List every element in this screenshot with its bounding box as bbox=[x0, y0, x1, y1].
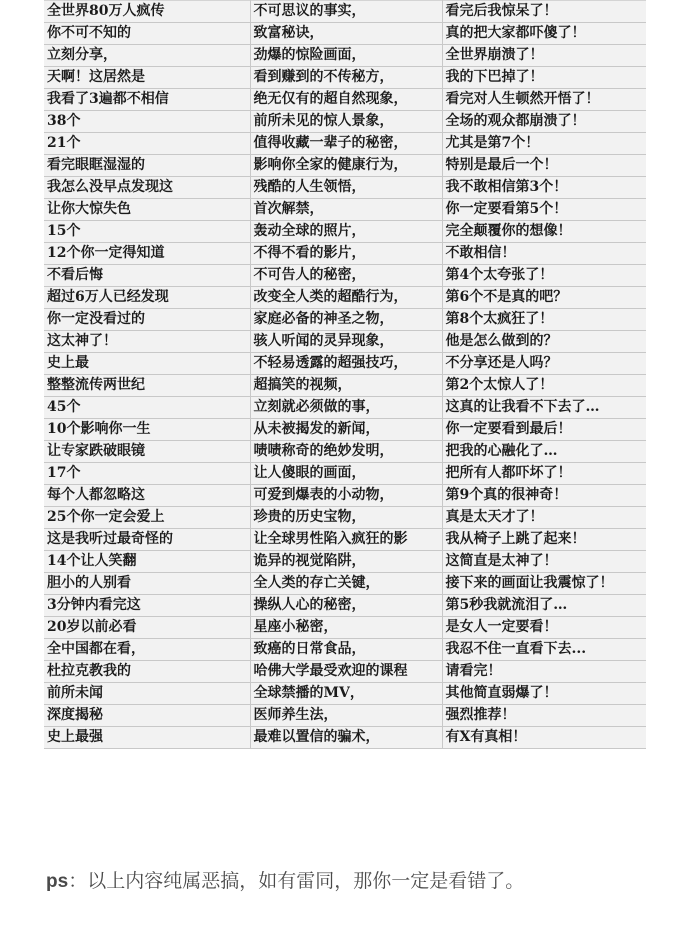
table-cell-col1: 不看后悔 bbox=[44, 265, 250, 287]
table-cell-col1: 看完眼眶湿湿的 bbox=[44, 155, 250, 177]
table-cell-col3: 其他简直弱爆了！ bbox=[442, 683, 646, 705]
table-cell-col3: 是女人一定要看！ bbox=[442, 617, 646, 639]
table-cell-col1: 这是我听过最奇怪的 bbox=[44, 529, 250, 551]
table-cell-col2: 星座小秘密， bbox=[250, 617, 442, 639]
table-cell-col3: 第6个不是真的吧？ bbox=[442, 287, 646, 309]
table-cell-col3: 这真的让我看不下去了… bbox=[442, 397, 646, 419]
table-row bbox=[44, 485, 646, 507]
footnote-prefix: ps bbox=[46, 871, 69, 892]
table-cell-col3: 看完后我惊呆了！ bbox=[442, 1, 646, 23]
table-cell-col2: 改变全人类的超酷行为， bbox=[250, 287, 442, 309]
table-cell-col2: 致富秘诀， bbox=[250, 23, 442, 45]
table-row bbox=[44, 265, 646, 287]
table-cell-col2: 残酷的人生领悟， bbox=[250, 177, 442, 199]
table-cell-col3: 我不敢相信第3个！ bbox=[442, 177, 646, 199]
table-row bbox=[44, 45, 646, 67]
table-cell-col1: 全世界80万人疯传 bbox=[44, 1, 250, 23]
table-cell-col3: 他是怎么做到的？ bbox=[442, 331, 646, 353]
table-cell-col3: 我从椅子上跳了起来！ bbox=[442, 529, 646, 551]
table-cell-col3: 不敢相信！ bbox=[442, 243, 646, 265]
table-row bbox=[44, 353, 646, 375]
table-cell-col1: 深度揭秘 bbox=[44, 705, 250, 727]
table-cell-col3: 我的下巴掉了！ bbox=[442, 67, 646, 89]
table-cell-col2: 让人傻眼的画面， bbox=[250, 463, 442, 485]
table-row bbox=[44, 683, 646, 705]
table-row bbox=[44, 243, 646, 265]
table-cell-col2: 不可告人的秘密， bbox=[250, 265, 442, 287]
table-cell-col3: 你一定要看第5个！ bbox=[442, 199, 646, 221]
table-row bbox=[44, 133, 646, 155]
table-cell-col1: 让你大惊失色 bbox=[44, 199, 250, 221]
table-cell-col1: 21个 bbox=[44, 133, 250, 155]
table-cell-col3: 接下来的画面让我震惊了！ bbox=[442, 573, 646, 595]
table-cell-col1: 10个影响你一生 bbox=[44, 419, 250, 441]
table-cell-col1: 这太神了！ bbox=[44, 331, 250, 353]
table-row bbox=[44, 67, 646, 89]
table-row bbox=[44, 331, 646, 353]
table-row bbox=[44, 507, 646, 529]
table-cell-col3: 有X有真相！ bbox=[442, 727, 646, 749]
table-cell-col2: 啧啧称奇的绝妙发明， bbox=[250, 441, 442, 463]
table-row bbox=[44, 727, 646, 749]
table-row bbox=[44, 595, 646, 617]
table-cell-col2: 全球禁播的MV， bbox=[250, 683, 442, 705]
table-cell-col1: 天啊！这居然是 bbox=[44, 67, 250, 89]
table-cell-col3: 把我的心融化了… bbox=[442, 441, 646, 463]
table-cell-col3: 看完对人生顿然开悟了！ bbox=[442, 89, 646, 111]
table-row bbox=[44, 397, 646, 419]
footnote-text: ：以上内容纯属恶搞，如有雷同，那你一定是看错了。 bbox=[68, 871, 525, 892]
table-cell-col1: 3分钟内看完这 bbox=[44, 595, 250, 617]
table-row bbox=[44, 23, 646, 45]
table-cell-col3: 我忍不住一直看下去... bbox=[442, 639, 646, 661]
table-cell-col1: 20岁以前必看 bbox=[44, 617, 250, 639]
table-cell-col3: 第8个太疯狂了！ bbox=[442, 309, 646, 331]
table-cell-col2: 首次解禁， bbox=[250, 199, 442, 221]
table-cell-col2: 超搞笑的视频， bbox=[250, 375, 442, 397]
table-cell-col2: 骇人听闻的灵异现象， bbox=[250, 331, 442, 353]
table-cell-col1: 全中国都在看， bbox=[44, 639, 250, 661]
table-cell-col1: 史上最强 bbox=[44, 727, 250, 749]
table-row bbox=[44, 617, 646, 639]
table-cell-col2: 值得收藏一辈子的秘密， bbox=[250, 133, 442, 155]
table-cell-col3: 真是太天才了！ bbox=[442, 507, 646, 529]
table-cell-col3: 你一定要看到最后！ bbox=[442, 419, 646, 441]
table-cell-col1: 15个 bbox=[44, 221, 250, 243]
table-cell-col3: 特别是最后一个！ bbox=[442, 155, 646, 177]
table-cell-col2: 医师养生法， bbox=[250, 705, 442, 727]
table-row bbox=[44, 1, 646, 23]
table-row bbox=[44, 177, 646, 199]
table-cell-col1: 立刻分享， bbox=[44, 45, 250, 67]
table-cell-col3: 第4个太夸张了！ bbox=[442, 265, 646, 287]
table-row bbox=[44, 551, 646, 573]
table-cell-col2: 操纵人心的秘密， bbox=[250, 595, 442, 617]
table-cell-col3: 这简直是太神了！ bbox=[442, 551, 646, 573]
headline-table bbox=[44, 0, 646, 749]
table-cell-col1: 45个 bbox=[44, 397, 250, 419]
table-cell-col2: 不得不看的影片， bbox=[250, 243, 442, 265]
table-cell-col2: 看到赚到的不传秘方， bbox=[250, 67, 442, 89]
table-cell-col2: 不轻易透露的超强技巧， bbox=[250, 353, 442, 375]
table-cell-col2: 前所未见的惊人景象， bbox=[250, 111, 442, 133]
table-cell-col2: 诡异的视觉陷阱， bbox=[250, 551, 442, 573]
table-row bbox=[44, 199, 646, 221]
table-cell-col3: 全世界崩溃了！ bbox=[442, 45, 646, 67]
table-cell-col2: 从未被揭发的新闻， bbox=[250, 419, 442, 441]
table-cell-col1: 胆小的人别看 bbox=[44, 573, 250, 595]
table-cell-col3: 请看完！ bbox=[442, 661, 646, 683]
table-cell-col3: 全场的观众都崩溃了！ bbox=[442, 111, 646, 133]
table-cell-col3: 第2个太惊人了！ bbox=[442, 375, 646, 397]
table-row bbox=[44, 529, 646, 551]
table-cell-col2: 绝无仅有的超自然现象， bbox=[250, 89, 442, 111]
table-cell-col3: 尤其是第7个！ bbox=[442, 133, 646, 155]
table-cell-col1: 让专家跌破眼镜 bbox=[44, 441, 250, 463]
table-cell-col1: 杜拉克教我的 bbox=[44, 661, 250, 683]
table-body bbox=[44, 1, 646, 749]
table-cell-col1: 38个 bbox=[44, 111, 250, 133]
table-cell-col2: 家庭必备的神圣之物， bbox=[250, 309, 442, 331]
table-row bbox=[44, 375, 646, 397]
table-cell-col1: 你一定没看过的 bbox=[44, 309, 250, 331]
spreadsheet-image bbox=[44, 0, 646, 749]
table-cell-col3: 真的把大家都吓傻了！ bbox=[442, 23, 646, 45]
table-cell-col2: 不可思议的事实， bbox=[250, 1, 442, 23]
table-row bbox=[44, 89, 646, 111]
table-cell-col1: 你不可不知的 bbox=[44, 23, 250, 45]
table-cell-col3: 不分享还是人吗？ bbox=[442, 353, 646, 375]
table-cell-col3: 强烈推荐！ bbox=[442, 705, 646, 727]
table-cell-col2: 立刻就必须做的事， bbox=[250, 397, 442, 419]
table-cell-col2: 致癌的日常食品， bbox=[250, 639, 442, 661]
table-cell-col1: 我看了3遍都不相信 bbox=[44, 89, 250, 111]
table-row bbox=[44, 441, 646, 463]
table-cell-col2: 珍贵的历史宝物， bbox=[250, 507, 442, 529]
table-cell-col1: 超过6万人已经发现 bbox=[44, 287, 250, 309]
table-row bbox=[44, 287, 646, 309]
table-cell-col2: 哈佛大学最受欢迎的课程 bbox=[250, 661, 442, 683]
table-cell-col3: 完全颠覆你的想像！ bbox=[442, 221, 646, 243]
table-row bbox=[44, 419, 646, 441]
table-cell-col1: 前所未闻 bbox=[44, 683, 250, 705]
table-row bbox=[44, 639, 646, 661]
table-cell-col1: 整整流传两世纪 bbox=[44, 375, 250, 397]
table-cell-col1: 史上最 bbox=[44, 353, 250, 375]
footnote bbox=[46, 866, 524, 893]
table-cell-col3: 第9个真的很神奇！ bbox=[442, 485, 646, 507]
table-row bbox=[44, 573, 646, 595]
table-cell-col2: 全人类的存亡关键， bbox=[250, 573, 442, 595]
table-cell-col1: 每个人都忽略这 bbox=[44, 485, 250, 507]
table-cell-col1: 14个让人笑翻 bbox=[44, 551, 250, 573]
table-row bbox=[44, 661, 646, 683]
table-row bbox=[44, 463, 646, 485]
table-row bbox=[44, 221, 646, 243]
table-cell-col1: 12个你一定得知道 bbox=[44, 243, 250, 265]
table-cell-col2: 影响你全家的健康行为， bbox=[250, 155, 442, 177]
table-cell-col2: 劲爆的惊险画面， bbox=[250, 45, 442, 67]
table-row bbox=[44, 111, 646, 133]
table-cell-col1: 17个 bbox=[44, 463, 250, 485]
table-cell-col3: 把所有人都吓坏了！ bbox=[442, 463, 646, 485]
table-cell-col1: 25个你一定会爱上 bbox=[44, 507, 250, 529]
table-cell-col2: 最难以置信的骗术， bbox=[250, 727, 442, 749]
table-cell-col1: 我怎么没早点发现这 bbox=[44, 177, 250, 199]
table-row bbox=[44, 705, 646, 727]
table-cell-col2: 轰动全球的照片， bbox=[250, 221, 442, 243]
table-cell-col2: 可爱到爆表的小动物， bbox=[250, 485, 442, 507]
table-cell-col2: 让全球男性陷入疯狂的影 bbox=[250, 529, 442, 551]
table-cell-col3: 第5秒我就流泪了… bbox=[442, 595, 646, 617]
table-row bbox=[44, 155, 646, 177]
table-row bbox=[44, 309, 646, 331]
